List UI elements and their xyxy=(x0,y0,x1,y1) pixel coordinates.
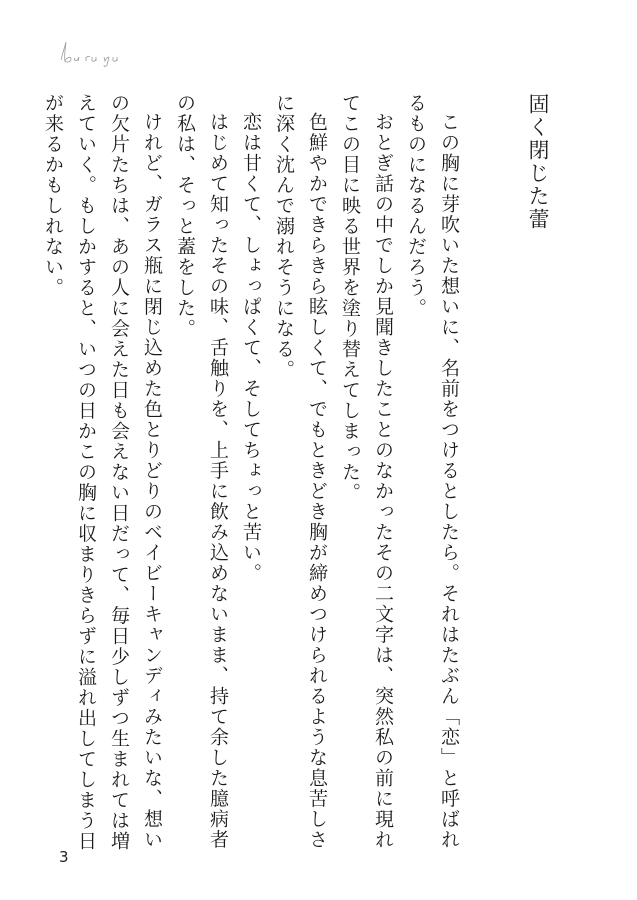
paragraph: 色鮮やかできらきら眩しくて、でもときどき胸が締めつけられるような息苦しさに深く沈んで溺れそうになる。 xyxy=(273,93,328,850)
page-number: 3 xyxy=(59,848,69,866)
vertical-body-text xyxy=(36,93,465,853)
paragraph: はじめて知ったその味、舌触りを、上手に飲み込めないまま、持て余した臆病者の私は、そっと蓋をした。 xyxy=(174,93,229,850)
signature-logo-icon xyxy=(58,38,138,68)
handwritten-signature xyxy=(58,38,138,68)
paragraph: けれど、ガラス瓶に閉じ込めた色とりどりのベイビーキャンディみたいな、想いの欠片たちは、あの人に会えた日も会えない日だって、毎日少しずつ生まれては増えていく。もしかすると、いつの日かこの胸に収まりきらずに溢れ出してしまう日が来るかもしれない。 xyxy=(42,93,163,852)
page-title: 固く閉じた蕾 xyxy=(526,93,550,231)
paragraph: この胸に芽吹いた想いに、名前をつけるとしたら。それはたぶん「恋」と呼ばれるものになるんだろう。 xyxy=(405,93,460,850)
paragraph: おとぎ話の中でしか見聞きしたことのなかったその二文字は、突然私の前に現れてこの目に映る世界を塗り替えてしまった。 xyxy=(339,93,394,850)
paragraph: 恋は甘くて、しょっぱくて、そしてちょっと苦い。 xyxy=(240,112,262,584)
